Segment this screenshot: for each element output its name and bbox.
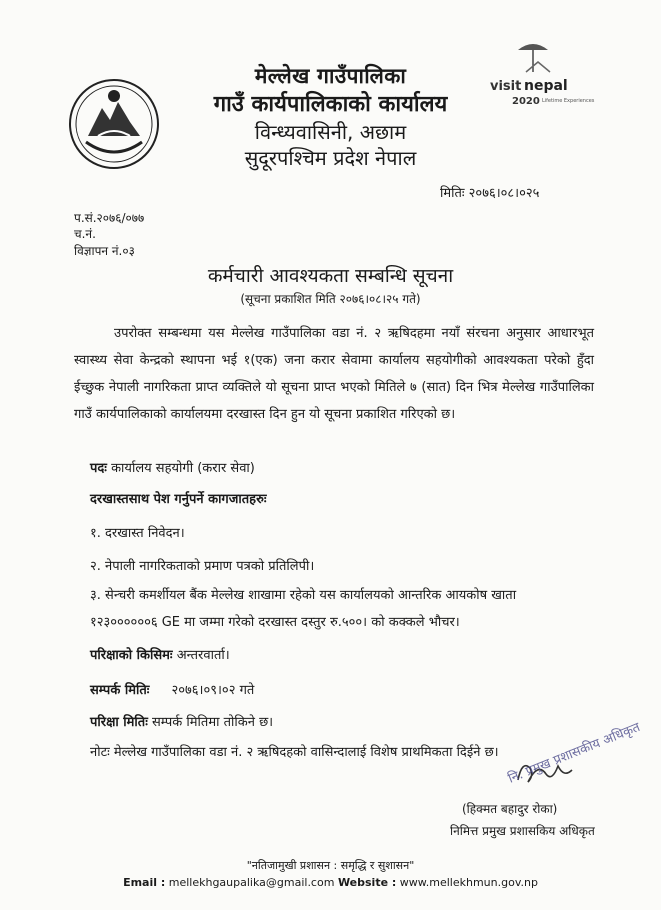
footer-contact [0, 876, 661, 889]
exam-date-label: परिक्षा मितिः [90, 715, 148, 730]
header-line-2: गाउँ कार्यपालिकाको कार्यालय [213, 92, 448, 117]
exam-type-line [90, 645, 230, 663]
contact-date-line [90, 680, 254, 698]
document-item-3-cont: १२३००००००६ GE मा जम्मा गरेको दरखास्त दस्तुर रु.५००। को कक्कले भौचर। [90, 615, 460, 630]
note-line: नोटः मेल्लेख गाउँपालिका वडा नं. २ ऋषिदहको वासिन्दालाई विशेष प्राथमिकता दिईने छ। [90, 745, 499, 760]
notice-date: मितिः २०७६।०८।०२५ [440, 186, 540, 201]
header-line-1: मेल्लेख गाउँपालिका [254, 64, 407, 88]
website-label: Website : [337, 876, 397, 889]
header-line-3: विन्ध्यवासिनी, अछाम [254, 120, 407, 144]
ref-chalani-number: च.नं. [74, 227, 96, 241]
exam-date-value: सम्पर्क मितिमा तोकिने छ। [151, 715, 274, 730]
documents-heading: दरखास्तसाथ पेश गर्नुपर्ने कागजातहरुः [90, 492, 267, 507]
svg-text:nepal: nepal [524, 78, 568, 94]
contact-date-label: सम्पर्क मितिः [90, 683, 150, 698]
header-line-4: सुदूरपश्चिम प्रदेश नेपाल [244, 146, 417, 170]
notice-title: कर्मचारी आवश्यकता सम्बन्धि सूचना [207, 265, 454, 287]
motto: "नतिजामुखी प्रशासन : समृद्धि र सुशासन" [246, 859, 415, 872]
contact-date-value: २०७६।०९।०२ गते [171, 683, 255, 698]
email-label: Email : [123, 876, 166, 889]
ref-patra-sankhya: प.सं.२०७६/०७७ [74, 211, 145, 225]
exam-date-line [90, 712, 273, 730]
official-stamp: नि. प्रमुख प्रशासकीय अधिकृत [506, 720, 643, 787]
exam-type-label: परिक्षाको किसिमः [90, 648, 173, 663]
notice-subtitle: (सूचना प्रकाशित मिति २०७६।०८।२५ गते) [240, 292, 421, 306]
website-value[interactable]: www.mellekhmun.gov.np [399, 876, 538, 889]
svg-text:2020: 2020 [512, 96, 540, 107]
post-label: पदः [90, 461, 107, 476]
post-value: कार्यालय सहयोगी (करार सेवा) [111, 461, 255, 476]
svg-text:visit: visit [490, 79, 522, 94]
notice-body: उपरोक्त सम्बन्धमा यस मेल्लेख गाउँपालिका वडा नं. २ ऋषिदहमा नयाँ संरचना अनुसार आधारभूत स्वास्थ्य सेवा केन्द्रको स्थापना भई १(एक) जना करार सेवामा कार्यालय सहयोगीको आवश्यकता परेको हुँदा ईच्छुक नेपाली नागरिकता प्राप्त व्यक्तिले यो सूचना प्राप्त भएको मितिले ७ (सात) दिन भित्र मेल्लेख गाउँपालिका गाउँ कार्यपालिकाको कार्यालयमा दरखास्त दिन हुन यो सूचना प्रकाशित गरिएको छ। [74, 326, 594, 422]
post-line [90, 458, 255, 476]
signatory-name: (हिक्मत बहादुर रोका) [462, 802, 558, 816]
ref-advertisement-number: विज्ञापन नं.०३ [74, 244, 135, 258]
signatory-title: निमित्त प्रमुख प्रशासकिय अधिकृत [450, 824, 595, 838]
document-item-3: ३. सेन्चरी कमर्शीयल बैंक मेल्लेख शाखामा रहेको यस कार्यालयको आन्तरिक आयकोष खाता [90, 588, 517, 603]
exam-type-value: अन्तरवार्ता। [176, 648, 230, 663]
document-item-2: २. नेपाली नागरिकताको प्रमाण पत्रको प्रतिलिपी। [90, 559, 315, 574]
email-value[interactable]: mellekhgaupalika@gmail.com [168, 876, 335, 889]
svg-text:Lifetime Experiences: Lifetime Experiences [542, 98, 595, 104]
document-item-1: १. दरखास्त निवेदन। [90, 526, 185, 541]
